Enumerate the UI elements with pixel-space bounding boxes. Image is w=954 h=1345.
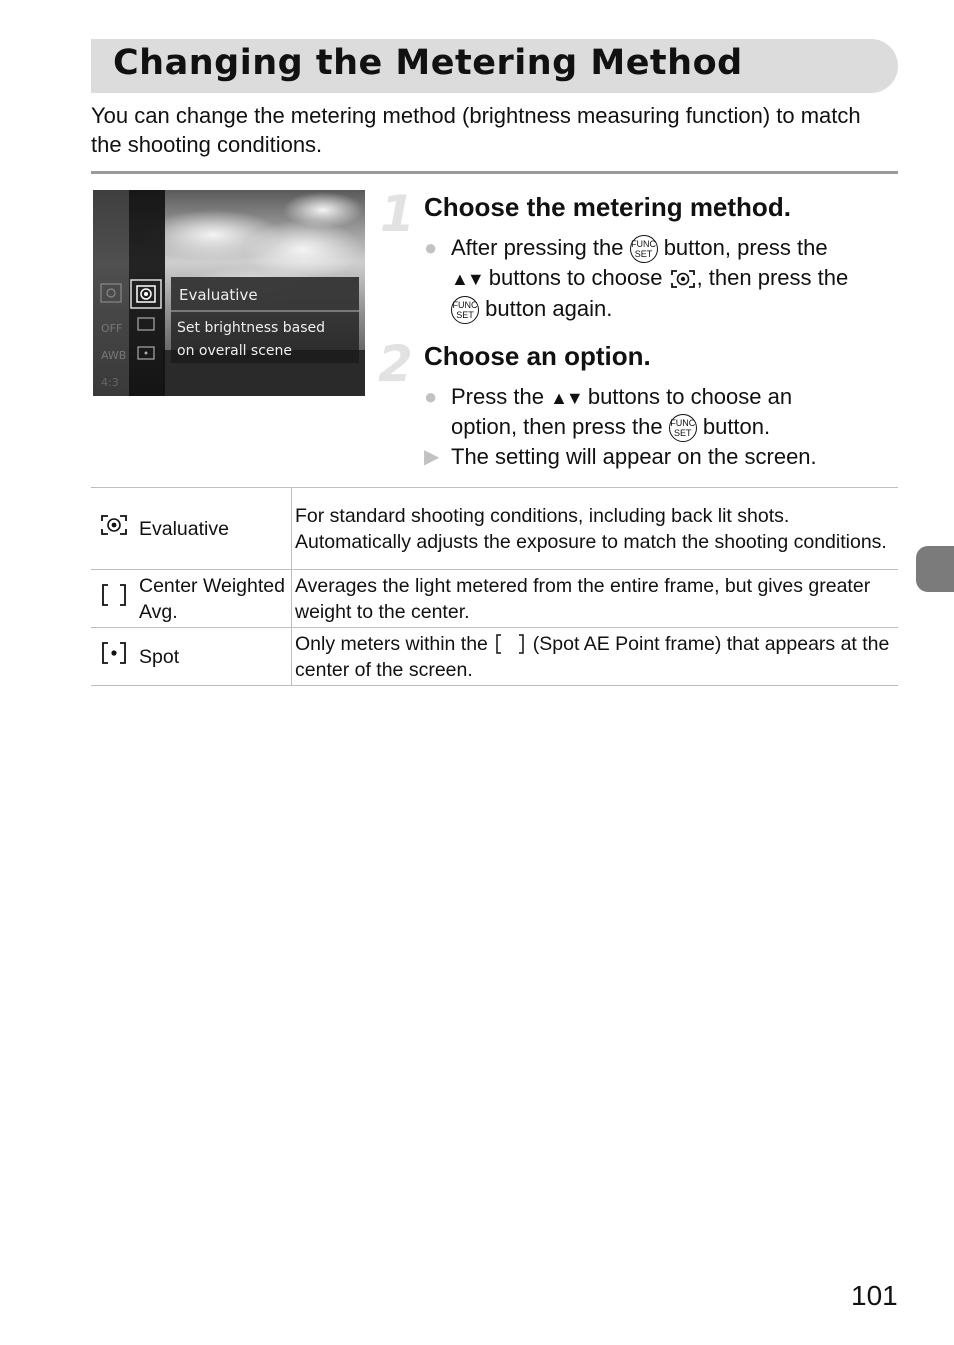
evaluative-icon <box>669 267 697 291</box>
page-title: Changing the Metering Method <box>113 43 743 83</box>
section-divider <box>91 171 898 174</box>
bullet-icon: ● <box>424 384 438 409</box>
step-1-line-3 <box>451 294 612 324</box>
step-1-text-b: button, press the <box>663 235 828 260</box>
up-down-arrows-icon: ▲▼ <box>550 388 582 409</box>
evaluative-icon <box>99 512 129 538</box>
step-2-line-1 <box>424 382 793 413</box>
func-set-button-icon: FUNC SET <box>451 296 479 324</box>
step-2-result-text: The setting will appear on the screen. <box>451 444 817 469</box>
step-2-title: Choose an option. <box>424 341 651 371</box>
table-row <box>91 488 898 570</box>
step-1-text-e: button again. <box>485 296 613 321</box>
step-2-text-b: buttons to choose an <box>587 384 793 409</box>
screen-menu-desc-2: on overall scene <box>177 343 293 359</box>
chapter-tab-marker <box>916 546 954 592</box>
step-2-text-a: Press the <box>451 384 544 409</box>
option-description: For standard shooting conditions, including back lit shots. Automatically adjusts the exposure to match the shooting conditions. <box>292 488 899 570</box>
camera-screen-illustration <box>93 190 365 396</box>
step-number-1: 1 <box>380 185 415 243</box>
up-down-arrows-icon: ▲▼ <box>451 269 483 290</box>
option-name: Spot <box>137 628 292 686</box>
step-2-result <box>424 442 817 472</box>
camera-screen-image <box>93 190 365 396</box>
screen-menu-title: Evaluative <box>179 286 258 304</box>
option-description: Averages the light metered from the entire frame, but gives greater weight to the center. <box>292 570 899 628</box>
table-icon-cell <box>91 570 137 628</box>
table-icon-cell <box>91 488 137 570</box>
metering-options-table <box>91 487 898 686</box>
option-description <box>292 628 899 686</box>
step-1-title: Choose the metering method. <box>424 192 791 222</box>
spot-icon <box>99 640 129 666</box>
step-1-line-1 <box>424 233 828 263</box>
func-set-button-icon: FUNC SET <box>630 235 658 263</box>
func-set-button-icon: FUNC SET <box>669 414 697 442</box>
option-name: Center Weighted Avg. <box>137 570 292 628</box>
table-row <box>91 570 898 628</box>
result-arrow-icon: ▶ <box>424 446 440 468</box>
step-number-2: 2 <box>378 335 413 393</box>
center-weighted-icon <box>99 582 129 608</box>
step-2-text-d: button. <box>702 414 771 439</box>
table-icon-cell <box>91 628 137 686</box>
screen-left-label-3: 4:3 <box>101 376 119 389</box>
option-name: Evaluative <box>137 488 292 570</box>
step-1-line-2 <box>451 263 848 294</box>
bullet-icon: ● <box>424 235 438 260</box>
spot-desc-a: Only meters within the <box>295 632 488 655</box>
spot-desc-b: (Spot AE Point frame) that appears at the center of the screen. <box>295 632 890 681</box>
title-bar <box>91 39 898 93</box>
step-2-text-c: option, then press the <box>451 414 663 439</box>
intro-text: You can change the metering method (brightness measuring function) to match the shooting conditions. <box>91 103 861 157</box>
page-number: 101 <box>851 1280 898 1311</box>
step-1-text-c: buttons to choose <box>488 265 663 290</box>
screen-left-label-1: OFF <box>101 322 123 335</box>
step-2-line-2 <box>451 412 770 442</box>
step-1-text-d: , then press the <box>696 265 849 290</box>
screen-left-label-2: AWB <box>101 349 127 362</box>
step-1-text-a: After pressing the <box>451 235 624 260</box>
screen-menu-desc-1: Set brightness based <box>177 320 326 336</box>
table-row <box>91 628 898 686</box>
spot-ae-frame-icon <box>493 634 527 654</box>
